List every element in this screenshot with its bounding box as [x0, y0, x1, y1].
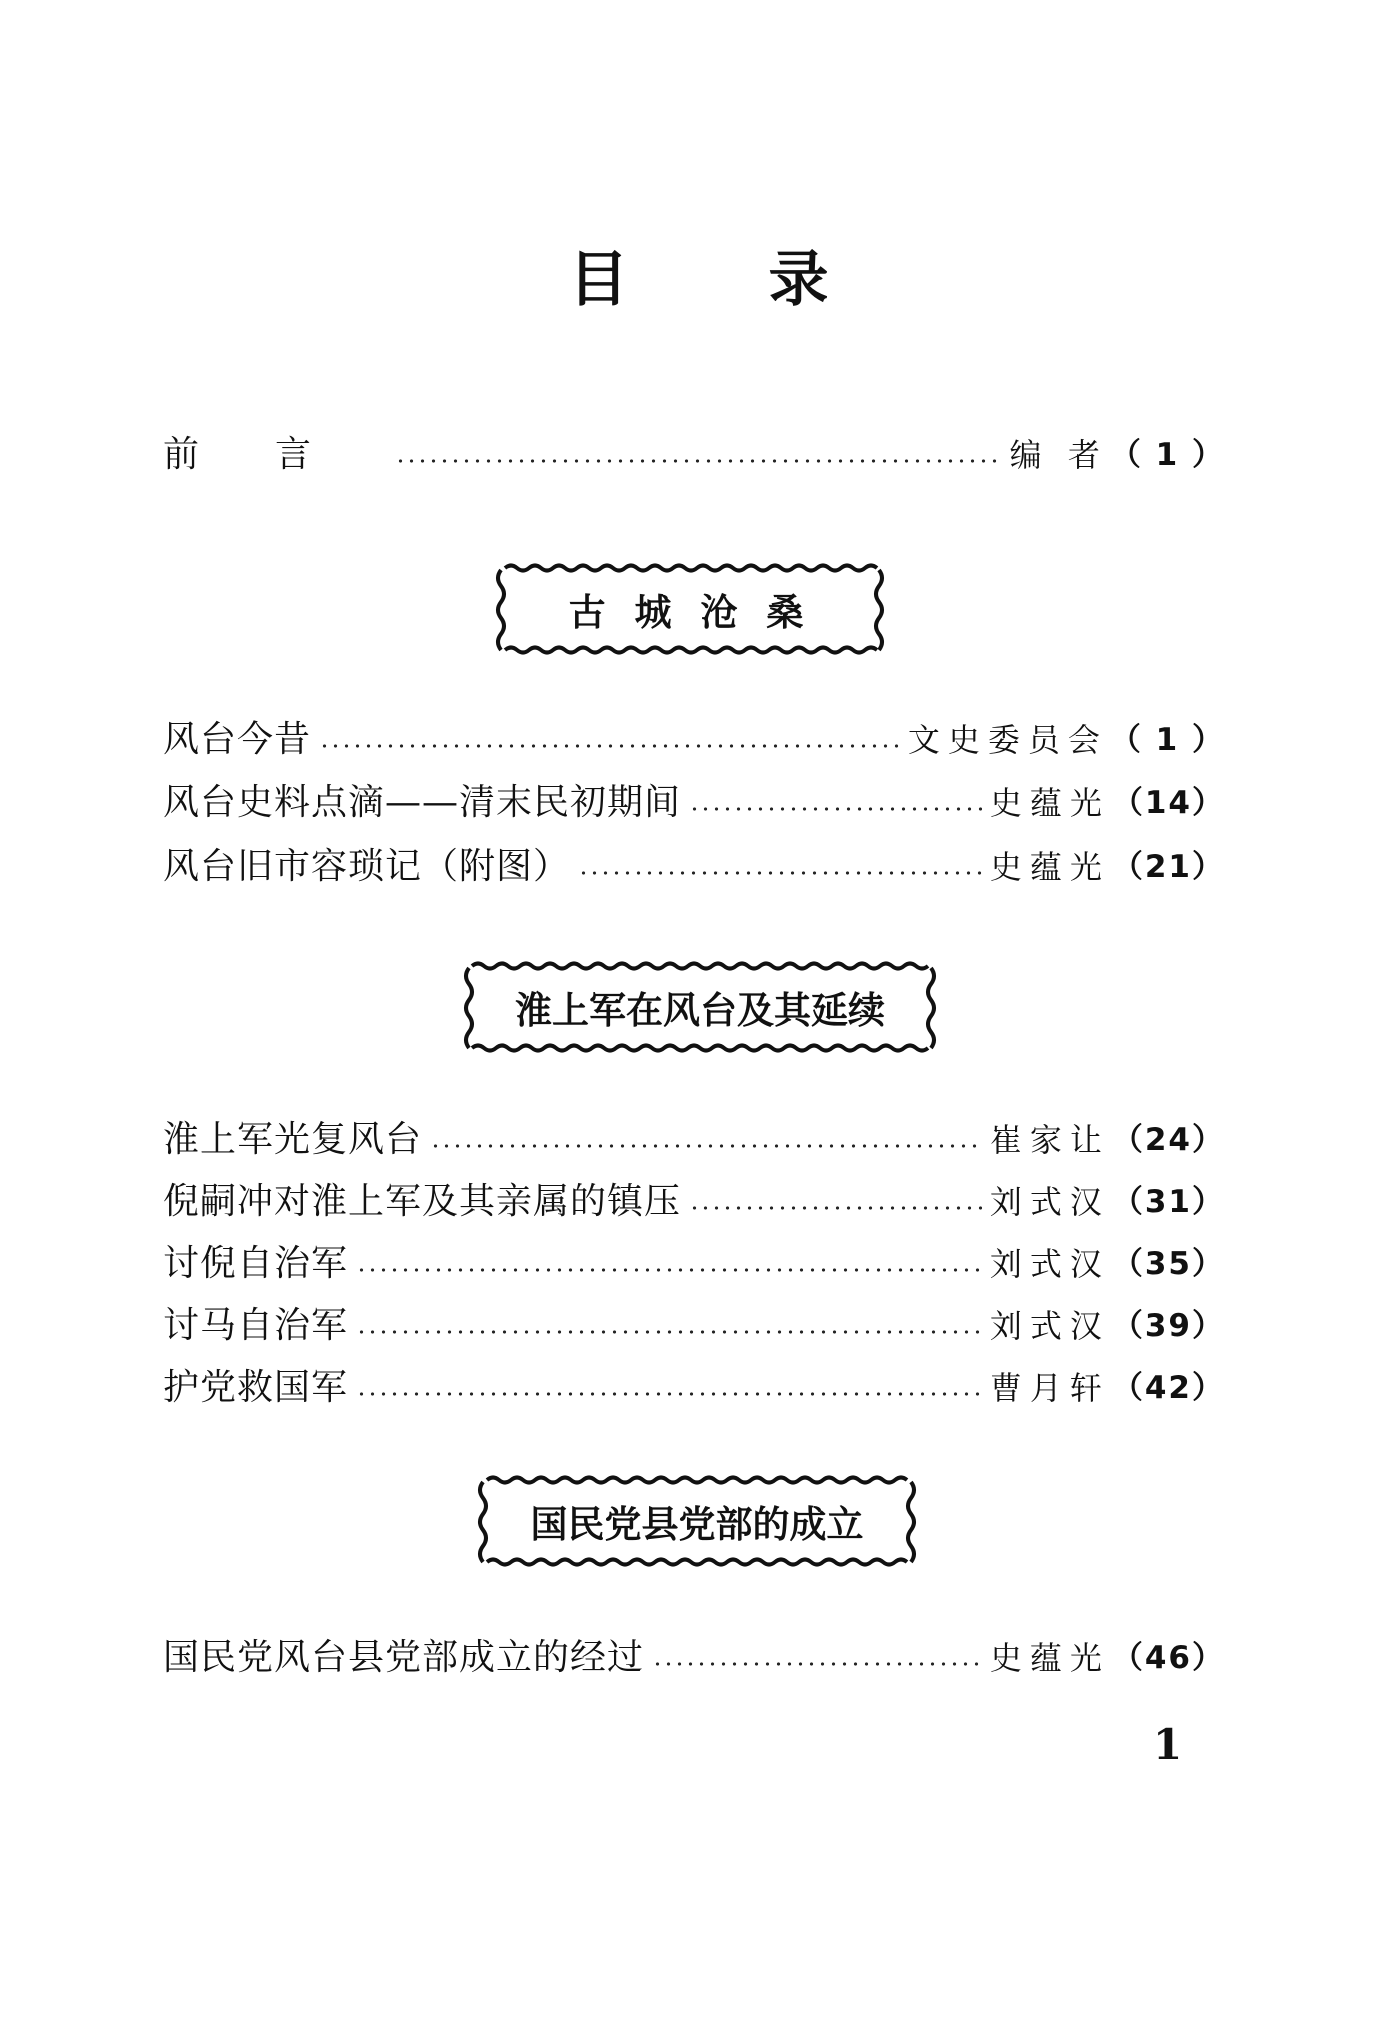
toc-entry[interactable] — [163, 1296, 1225, 1356]
entry-title: 讨马自治军 — [163, 1305, 349, 1346]
entry-page: （46） — [1111, 1640, 1225, 1676]
section-heading: 古 城 沧 桑 — [568, 591, 812, 634]
dot-leader — [689, 1206, 982, 1210]
section-heading: 淮上军在风台及其延续 — [515, 989, 885, 1032]
dot-leader — [356, 1330, 982, 1334]
dot-leader — [319, 744, 900, 748]
entry-page: （31） — [1111, 1184, 1225, 1220]
section-heading-box — [474, 1472, 920, 1570]
entry-author: 编 者 — [1009, 436, 1108, 474]
dot-leader — [430, 1144, 982, 1148]
entry-author: 刘式汉 — [989, 1183, 1110, 1221]
toc-entry[interactable] — [163, 1110, 1225, 1170]
toc-entry[interactable] — [163, 1628, 1225, 1688]
entry-page: （39） — [1111, 1308, 1225, 1344]
entry-author: 刘式汉 — [989, 1245, 1110, 1283]
entry-author: 刘式汉 — [989, 1307, 1110, 1345]
toc-entry[interactable] — [163, 1172, 1225, 1232]
dot-leader — [652, 1662, 982, 1666]
entry-page: （ 1 ） — [1109, 722, 1225, 758]
entry-author: 曹月轩 — [989, 1369, 1110, 1407]
toc-entry-preface[interactable] — [163, 425, 1225, 485]
entry-title: 倪嗣冲对淮上军及其亲属的镇压 — [163, 1181, 682, 1222]
entry-title: 风台今昔 — [163, 719, 312, 760]
dot-leader — [356, 1268, 982, 1272]
entry-title: 护党救国军 — [163, 1367, 349, 1408]
dot-leader — [689, 807, 982, 811]
entry-title: 前言 — [163, 434, 388, 475]
toc-entry[interactable] — [163, 837, 1225, 897]
dot-leader — [395, 459, 1002, 463]
section-heading-box — [491, 560, 889, 658]
toc-entry[interactable] — [163, 1358, 1225, 1418]
entry-page: （ 1 ） — [1109, 437, 1225, 473]
entry-author: 史蕴光 — [989, 1639, 1110, 1677]
entry-author: 史蕴光 — [989, 784, 1110, 822]
entry-title: 国民党风台县党部成立的经过 — [163, 1637, 645, 1678]
section-heading-box — [460, 958, 940, 1056]
entry-title: 讨倪自治军 — [163, 1243, 349, 1284]
page-title: 目录 — [568, 245, 969, 315]
entry-author: 崔家让 — [989, 1121, 1110, 1159]
entry-title: 淮上军光复风台 — [163, 1119, 423, 1160]
entry-title: 风台史料点滴——清末民初期间 — [163, 782, 682, 823]
entry-author: 文史委员会 — [907, 721, 1108, 759]
entry-page: （35） — [1111, 1246, 1225, 1282]
entry-title: 风台旧市容琐记（附图） — [163, 846, 571, 887]
entry-page: （21） — [1111, 849, 1225, 885]
toc-entry[interactable] — [163, 710, 1225, 770]
entry-page: （42） — [1111, 1370, 1225, 1406]
section-heading: 国民党县党部的成立 — [530, 1503, 864, 1546]
page-number: 1 — [1153, 1720, 1183, 1769]
toc-entry[interactable] — [163, 1234, 1225, 1294]
entry-author: 史蕴光 — [989, 848, 1110, 886]
dot-leader — [356, 1392, 982, 1396]
entry-page: （24） — [1111, 1122, 1225, 1158]
dot-leader — [578, 871, 982, 875]
entry-page: （14） — [1111, 785, 1225, 821]
toc-entry[interactable] — [163, 773, 1225, 833]
